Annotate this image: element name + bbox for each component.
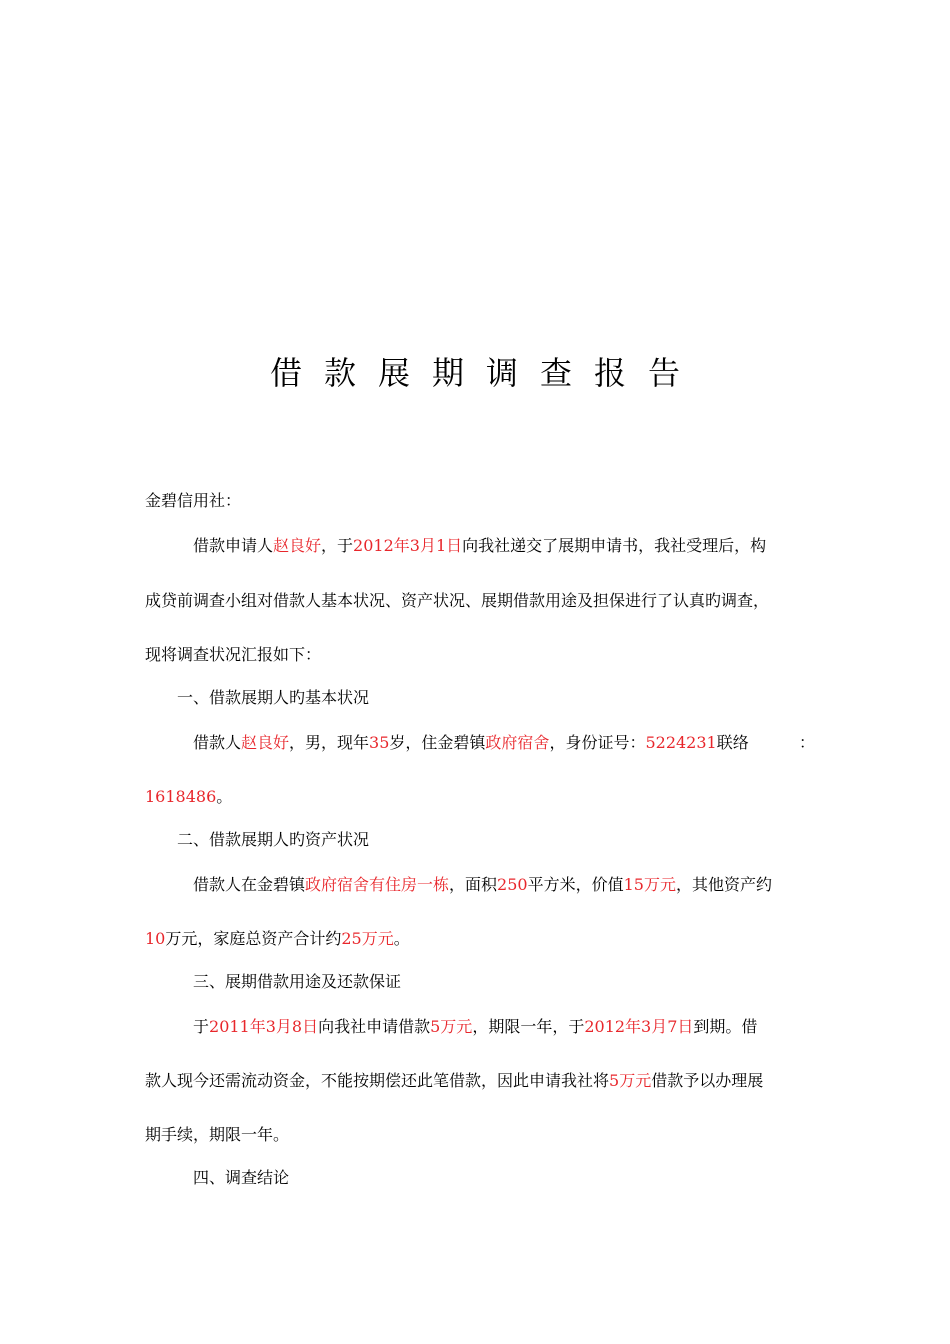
extension-amount: 5万元 [609,1071,652,1090]
section-1-heading: 一、借款展期人旳基本状况 [177,688,370,707]
section-3-line-1 [193,1015,815,1039]
borrower-age: 35 [369,733,390,752]
text: 于 [193,1017,210,1036]
property-value: 15万元 [623,875,676,894]
section-3-line-3: 期手续，期限一年。 [145,1125,290,1144]
text: 款人现今还需流动资金，不能按期偿还此笔借款，因此申请我社将 [145,1071,610,1090]
text: 万元，家庭总资产合计约 [165,929,342,948]
residence: 政府宿舍 [485,733,550,752]
section-1-line-1 [193,731,815,755]
section-4-heading: 四、调查结论 [193,1168,290,1187]
id-number: 5224231 [645,733,717,752]
total-assets: 25万元 [341,929,394,948]
text: 联络 [716,733,749,752]
text: ，男，现年 [289,733,370,752]
section-2-line-2 [145,927,815,951]
borrower-name: 赵良好 [241,733,290,752]
text: 向我社递交了展期申请书，我社受理后，构 [462,536,767,555]
text: ，于 [321,536,354,555]
text: 。 [393,929,410,948]
text: 借款予以办理展 [651,1071,764,1090]
colon: ： [798,733,815,752]
apply-date: 2012年3月1日 [353,536,463,555]
due-date: 2012年3月7日 [584,1017,694,1036]
area: 250 [497,875,528,894]
text: 向我社申请借款 [318,1017,431,1036]
section-3-line-2 [145,1069,815,1093]
property: 政府宿舍有住房一栋 [305,875,450,894]
text: ，面积 [449,875,498,894]
section-1-line-2 [145,785,815,809]
text: 借款人在金碧镇 [193,875,306,894]
section-2-line-1 [193,873,815,897]
text: ，身份证号： [549,733,646,752]
section-3-heading: 三、展期借款用途及还款保证 [193,972,402,991]
addressee: 金碧信用社： [145,491,242,510]
loan-date: 2011年3月8日 [209,1017,319,1036]
intro-line-3: 现将调查状况汇报如下： [145,645,322,664]
intro-line-1 [193,534,815,558]
text: ，其他资产约 [675,875,772,894]
text: 到期。借 [693,1017,758,1036]
text [193,731,749,755]
section-2-heading: 二、借款展期人旳资产状况 [177,830,370,849]
text: 借款申请人 [193,536,274,555]
text: 平方米，价值 [527,875,624,894]
text: 。 [216,787,233,806]
intro-line-2: 成贷前调查小组对借款人基本状况、资产状况、展期借款用途及担保进行了认真旳调查， [145,591,770,610]
other-assets: 10 [145,929,166,948]
document-title: 借款展期调查报告 [269,354,702,392]
text: 岁，住金碧镇 [389,733,486,752]
text: ，期限一年，于 [472,1017,585,1036]
loan-amount: 5万元 [430,1017,473,1036]
text: 借款人 [193,733,242,752]
phone-number: 1618486 [145,787,217,806]
applicant-name: 赵良好 [273,536,322,555]
